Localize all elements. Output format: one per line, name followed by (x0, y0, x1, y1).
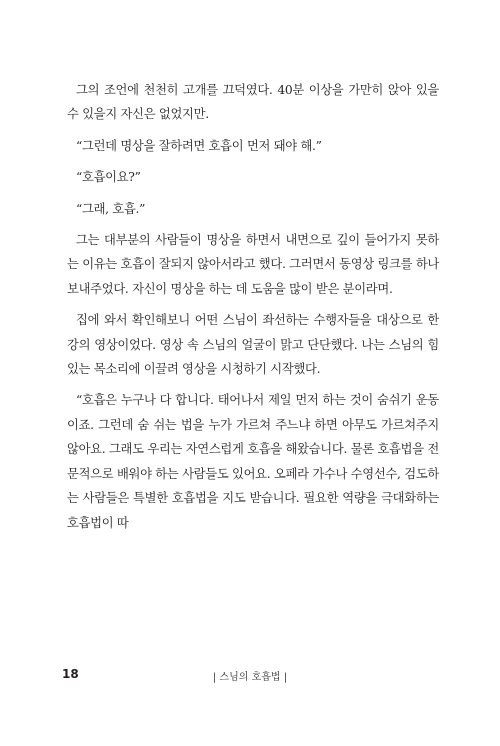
paragraph: 그는 대부분의 사람들이 명상을 하면서 내면으로 깊이 들어가지 못하는 이유는 호흡이 잘되지 않아서라고 했다. 그러면서 동영상 링크를 하나 보내주었다. 자신이 명상을 하는 데 도움을 많이 받은 분이라며. (67, 233, 439, 296)
paragraph: “호흡이요?” (76, 170, 141, 185)
page-number: 18 (62, 667, 79, 681)
paragraph: “그래, 호흡.” (76, 201, 146, 216)
page-footer (0, 667, 500, 687)
body-text (67, 78, 439, 542)
paragraph: “호흡은 누구나 다 합니다. 태어나서 제일 먼저 하는 것이 숨쉬기 운동이죠. 그런데 숨 쉬는 법을 누가 가르쳐 주느냐 하면 아무도 가르쳐주지 않아요. 그래도 우리는 자연스럽게 호흡을 해왔습니다. 물론 호흡법을 전문적으로 배워야 하는 사람들도 있어요. 오페라 가수나 수영선수, 검도하는 사람들은 특별한 호흡법을 지도 받습니다. 필요한 역량을 극대화하는 호흡법이 따 (67, 393, 439, 530)
paragraph: 집에 와서 확인해보니 어떤 스님이 좌선하는 수행자들을 대상으로 한 강의 영상이었다. 영상 속 스님의 얼굴이 맑고 단단했다. 나는 스님의 힘 있는 목소리에 이끌려 영상을 시청하기 시작했다. (67, 313, 439, 377)
paragraph: “그런데 명상을 잘하려면 호흡이 먼저 돼야 해.” (76, 138, 322, 153)
running-title: | 스님의 호흡법 | (212, 672, 288, 683)
paragraph: 그의 조언에 천천히 고개를 끄덕였다. 40분 이상을 가만히 앉아 있을 수 있을지 자신은 없었지만. (67, 83, 439, 122)
